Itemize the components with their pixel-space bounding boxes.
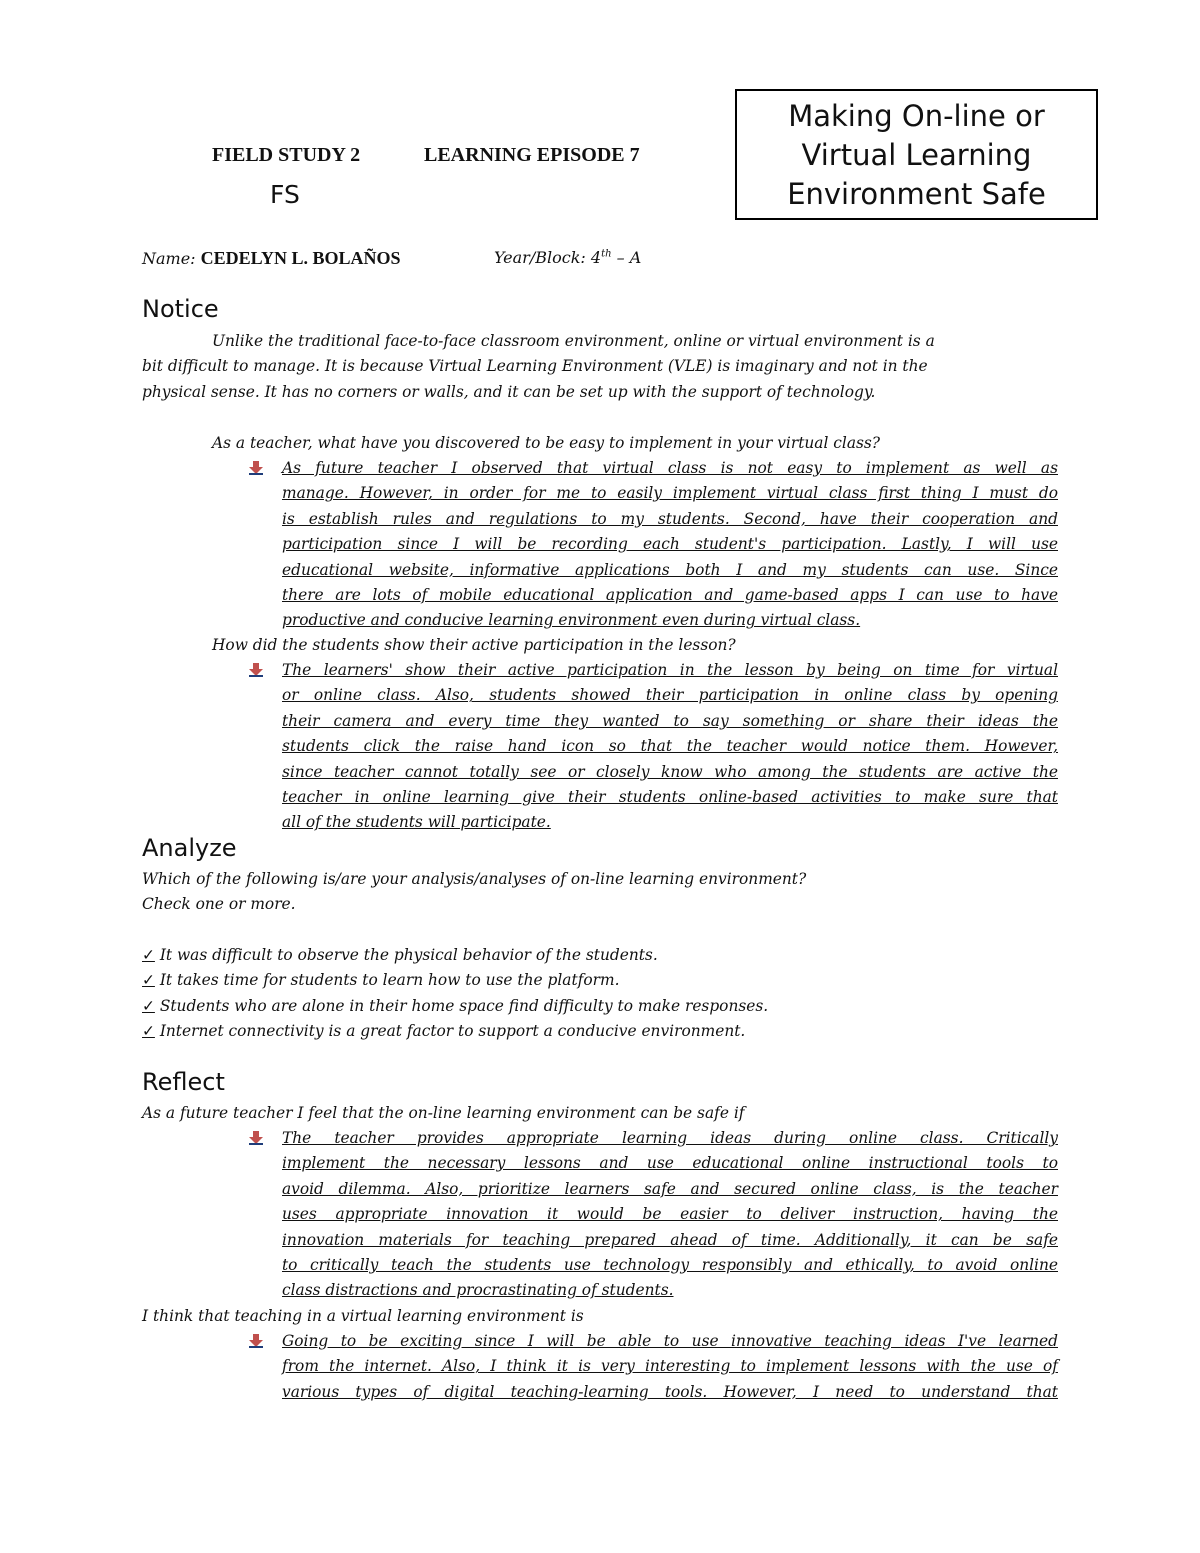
- student-name: CEDELYN L. BOLAÑOS: [200, 248, 401, 268]
- fs-label: FS: [270, 180, 300, 209]
- answer-line: their camera and every time they wanted to say something or share their ideas the: [282, 711, 1058, 730]
- analysis-checklist: [142, 943, 768, 1045]
- checklist-item-text: Internet connectivity is a great factor to support a conducive environment.: [159, 1022, 746, 1041]
- reflect-answer-1: [282, 1126, 1058, 1304]
- answer-line: productive and conducive learning environment even during virtual class.: [282, 611, 861, 630]
- name-label: Name:: [142, 249, 196, 268]
- checklist-item: [142, 943, 768, 968]
- answer-line: since teacher cannot totally see or closely know who among the students are active the: [282, 762, 1058, 781]
- notice-intro-line: bit difficult to manage. It is because Virtual Learning Environment (VLE) is imaginary and not in the: [142, 357, 928, 375]
- answer-line: is establish rules and regulations to my students. Second, have their cooperation and: [282, 509, 1058, 528]
- checklist-item: [142, 968, 768, 993]
- answer-line: As future teacher I observed that virtual class is not easy to implement as well as: [282, 459, 1058, 477]
- notice-intro-line: physical sense. It has no corners or walls, and it can be set up with the support of technology.: [142, 383, 876, 401]
- answer-line: or online class. Also, students showed their participation in online class by opening: [282, 686, 1058, 705]
- answer-line: class distractions and procrastinating of students.: [282, 1281, 674, 1300]
- title-line: Environment Safe: [787, 177, 1046, 211]
- answer-line: uses appropriate innovation it would be easier to deliver instruction, having the: [282, 1205, 1058, 1224]
- answer-line: Going to be exciting since I will be able to use innovative teaching ideas I've learned: [282, 1332, 1058, 1350]
- year-block-row: [494, 248, 641, 267]
- answer-line: implement the necessary lessons and use educational online instructional tools to: [282, 1154, 1058, 1173]
- block-value: – A: [616, 248, 642, 267]
- arrow-bullet-icon: [249, 461, 263, 475]
- episode-title: LEARNING EPISODE 7: [424, 144, 640, 166]
- reflect-heading: Reflect: [142, 1068, 225, 1096]
- answer-line: participation since I will be recording each student's participation. Lastly, I will use: [282, 535, 1058, 554]
- answer-line: The teacher provides appropriate learning ideas during online class. Critically: [282, 1129, 1058, 1147]
- answer-line: manage. However, in order for me to easily implement virtual class first thing I must do: [282, 484, 1058, 503]
- title-line: Making On-line or: [788, 99, 1045, 133]
- analyze-heading: Analyze: [142, 834, 237, 862]
- answer-line: teacher in online learning give their students online-based activities to make sure that: [282, 788, 1058, 807]
- lesson-title-box: [735, 89, 1098, 220]
- notice-heading: Notice: [142, 295, 219, 323]
- year-superscript: th: [601, 248, 612, 260]
- check-icon: ✓: [142, 971, 155, 990]
- arrow-bullet-icon: [249, 1131, 263, 1145]
- answer-line: educational website, informative applications both I and my students can use. Since: [282, 560, 1058, 579]
- title-line: Virtual Learning: [801, 138, 1032, 172]
- check-icon: ✓: [142, 996, 155, 1015]
- checklist-item-text: It was difficult to observe the physical behavior of the students.: [159, 946, 658, 964]
- year-label: Year/Block:: [494, 248, 586, 267]
- reflect-answer-2: [282, 1329, 1058, 1405]
- arrow-bullet-icon: [249, 1334, 263, 1348]
- reflect-prompt-1: As a future teacher I feel that the on-line learning environment can be safe if: [142, 1104, 745, 1122]
- notice-question-1: As a teacher, what have you discovered to be easy to implement in your virtual class?: [212, 434, 881, 452]
- checklist-item-text: Students who are alone in their home space find difficulty to make responses.: [159, 996, 769, 1015]
- answer-line: from the internet. Also, I think it is very interesting to implement lessons with the use of: [282, 1357, 1058, 1376]
- checklist-item: [142, 1019, 768, 1044]
- checklist-item-text: It takes time for students to learn how to use the platform.: [159, 971, 620, 990]
- answer-line: to critically teach the students use technology responsibly and ethically, to avoid online: [282, 1256, 1058, 1275]
- reflect-prompt-2: I think that teaching in a virtual learning environment is: [142, 1307, 584, 1325]
- student-info-row: [142, 248, 401, 269]
- answer-line: there are lots of mobile educational application and game-based apps I can use to have: [282, 586, 1058, 605]
- notice-question-2: How did the students show their active participation in the lesson?: [212, 636, 736, 654]
- answer-line: innovation materials for teaching prepared ahead of time. Additionally, it can be safe: [282, 1230, 1058, 1249]
- check-icon: ✓: [142, 946, 155, 964]
- answer-line: avoid dilemma. Also, prioritize learners safe and secured online class, is the teacher: [282, 1179, 1058, 1198]
- notice-intro-line: Unlike the traditional face-to-face classroom environment, online or virtual environment is a: [212, 332, 935, 350]
- analyze-prompt-line: Check one or more.: [142, 895, 296, 913]
- answer-line: The learners' show their active participation in the lesson by being on time for virtual: [282, 661, 1058, 679]
- course-title: FIELD STUDY 2: [212, 144, 361, 166]
- answer-line: all of the students will participate.: [282, 813, 551, 832]
- notice-answer-1: [282, 456, 1058, 634]
- check-icon: ✓: [142, 1022, 155, 1041]
- arrow-bullet-icon: [249, 663, 263, 677]
- notice-answer-2: [282, 658, 1058, 836]
- answer-line: various types of digital teaching-learning tools. However, I need to understand that: [282, 1382, 1058, 1401]
- analyze-prompt-line: Which of the following is/are your analysis/analyses of on-line learning environment?: [142, 870, 807, 888]
- year-value: 4: [590, 248, 602, 267]
- checklist-item: [142, 994, 768, 1019]
- answer-line: students click the raise hand icon so that the teacher would notice them. However,: [282, 737, 1058, 756]
